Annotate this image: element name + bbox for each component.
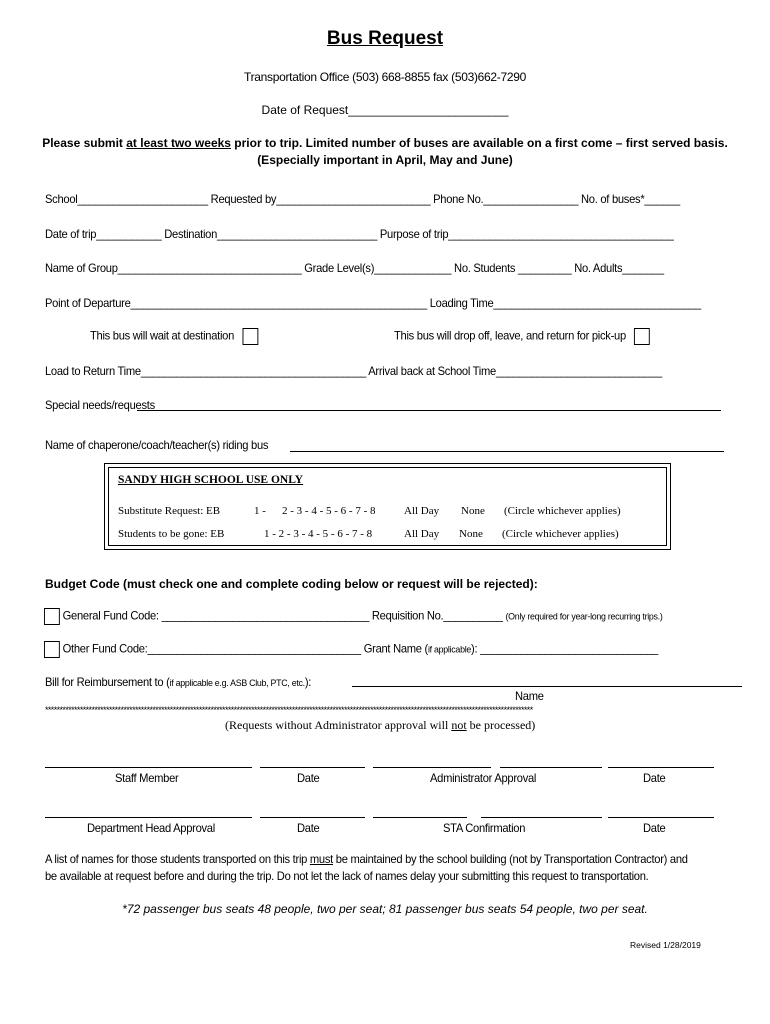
dept-head-date-line[interactable] xyxy=(260,817,365,818)
students-gone-label: Students to be gone: EB xyxy=(118,528,225,540)
notice-text: Please submit xyxy=(42,136,127,150)
sub-request-all-day: All Day xyxy=(404,505,440,517)
students-gone-none: None xyxy=(459,528,483,540)
sub-request-none: None xyxy=(461,505,485,517)
approval-note xyxy=(225,718,535,733)
staff-date-line[interactable] xyxy=(260,767,365,768)
other-fund-row[interactable] xyxy=(44,641,658,658)
notice-text-end: prior to trip. Limited number of buses are available on a first come – first served basis. xyxy=(230,136,728,150)
bill-row xyxy=(45,675,311,689)
other-fund-grant-line: ): ______________________________ xyxy=(471,641,658,656)
wait-option[interactable] xyxy=(90,328,258,345)
admin-signature-line-a[interactable] xyxy=(373,767,491,768)
page-title: Bus Request xyxy=(326,28,444,49)
notice-line-1 xyxy=(0,136,770,150)
sub-request-circle-note: (Circle whichever applies) xyxy=(504,505,621,517)
general-fund-row[interactable] xyxy=(44,608,663,625)
sta-confirmation-caption: STA Confirmation xyxy=(443,821,526,835)
dept-head-signature-line[interactable] xyxy=(45,817,252,818)
students-gone-periods: 1 - 2 - 3 - 4 - 5 - 6 - 7 - 8 xyxy=(264,528,373,540)
sandy-heading: SANDY HIGH SCHOOL USE ONLY xyxy=(118,474,304,486)
students-gone-circle-note: (Circle whichever applies) xyxy=(502,528,619,540)
dept-head-date-caption: Date xyxy=(297,821,320,835)
other-fund-note: if applicable xyxy=(427,644,472,656)
wait-label: This bus will wait at destination xyxy=(90,328,235,343)
bill-line[interactable] xyxy=(352,686,742,687)
footer-line-2: be available at request before and during the trip. Do not let the lack of names delay your submitting this request to transportation. xyxy=(45,869,649,883)
footer-line-1 xyxy=(45,852,688,866)
dropoff-label: This bus will drop off, leave, and return for pick-up xyxy=(394,328,626,343)
sta-date-line[interactable] xyxy=(608,817,714,818)
other-fund-checkbox[interactable] xyxy=(44,641,60,658)
approval-note-text: (Requests without Administrator approval will xyxy=(225,718,452,732)
date-of-request[interactable]: Date of Request________________________ xyxy=(261,103,509,117)
admin-date-caption: Date xyxy=(643,771,666,785)
sub-request-label: Substitute Request: EB xyxy=(118,505,221,517)
special-needs-label: Special needs/requests xyxy=(45,398,155,412)
general-fund-label: General Fund Code: ___________________________________ Requisition No.__________ xyxy=(62,608,503,623)
revision-date: Revised 1/28/2019 xyxy=(630,940,701,950)
notice-line-2: (Especially important in April, May and June) xyxy=(257,153,513,167)
row-group[interactable]: Name of Group_______________________________ Grade Level(s)_____________ No. Students _________ No. Adults_______ xyxy=(45,261,664,275)
chaperone-label: Name of chaperone/coach/teacher(s) riding bus xyxy=(45,438,269,452)
dropoff-checkbox[interactable] xyxy=(634,328,650,345)
footer-must: must xyxy=(309,852,333,866)
budget-heading: Budget Code (must check one and complete coding below or request will be rejected): xyxy=(45,577,538,591)
star-divider: ************************************************************************************************************************************************************************ xyxy=(45,705,533,715)
staff-member-caption: Staff Member xyxy=(115,771,179,785)
admin-approval-caption: Administrator Approval xyxy=(430,771,537,785)
admin-date-line[interactable] xyxy=(608,767,714,768)
dropoff-option[interactable] xyxy=(394,328,650,345)
staff-date-caption: Date xyxy=(297,771,320,785)
admin-signature-line-b[interactable] xyxy=(500,767,602,768)
general-fund-checkbox[interactable] xyxy=(44,608,60,625)
sta-signature-line-b[interactable] xyxy=(481,817,602,818)
bill-name-caption: Name xyxy=(515,689,544,703)
footer-text-end: be maintained by the school building (not by Transportation Contractor) and xyxy=(332,852,688,866)
dept-head-caption: Department Head Approval xyxy=(87,821,215,835)
sta-date-caption: Date xyxy=(643,821,666,835)
bill-label: Bill for Reimbursement to ( xyxy=(45,675,170,689)
row-trip[interactable]: Date of trip___________ Destination___________________________ Purpose of trip______________________________________ xyxy=(45,227,674,241)
sub-request-period-1: 1 - xyxy=(254,505,266,517)
sta-signature-line-a[interactable] xyxy=(373,817,467,818)
approval-note-end: be processed) xyxy=(466,718,536,732)
wait-checkbox[interactable] xyxy=(242,328,258,345)
approval-note-not: not xyxy=(451,718,467,732)
sub-request-periods: 2 - 3 - 4 - 5 - 6 - 7 - 8 xyxy=(282,505,376,517)
other-fund-label: Other Fund Code:____________________________________ Grant Name ( xyxy=(62,641,428,656)
bill-label-end: ): xyxy=(304,675,312,689)
bill-note: if applicable e.g. ASB Club, PTC, etc. xyxy=(169,678,305,689)
general-fund-note: (Only required for year-long recurring trips.) xyxy=(505,611,663,623)
special-needs-line[interactable] xyxy=(137,410,721,411)
notice-emphasis: at least two weeks xyxy=(126,136,231,150)
footer-text: A list of names for those students transported on this trip xyxy=(45,852,310,866)
row-departure[interactable]: Point of Departure__________________________________________________ Loading Time___________________________________ xyxy=(45,296,701,310)
chaperone-line[interactable] xyxy=(290,451,724,452)
seating-note: *72 passenger bus seats 48 people, two per seat; 81 passenger bus seats 54 people, two per seat. xyxy=(122,902,648,916)
contact-info: Transportation Office (503) 668-8855 fax (503)662-7290 xyxy=(244,70,526,84)
staff-signature-line[interactable] xyxy=(45,767,252,768)
row-return[interactable]: Load to Return Time______________________________________ Arrival back at School Time____________________________ xyxy=(45,364,662,378)
students-gone-all-day: All Day xyxy=(404,528,440,540)
row-school[interactable]: School______________________ Requested by__________________________ Phone No.________________ No. of buses*______ xyxy=(45,192,680,206)
